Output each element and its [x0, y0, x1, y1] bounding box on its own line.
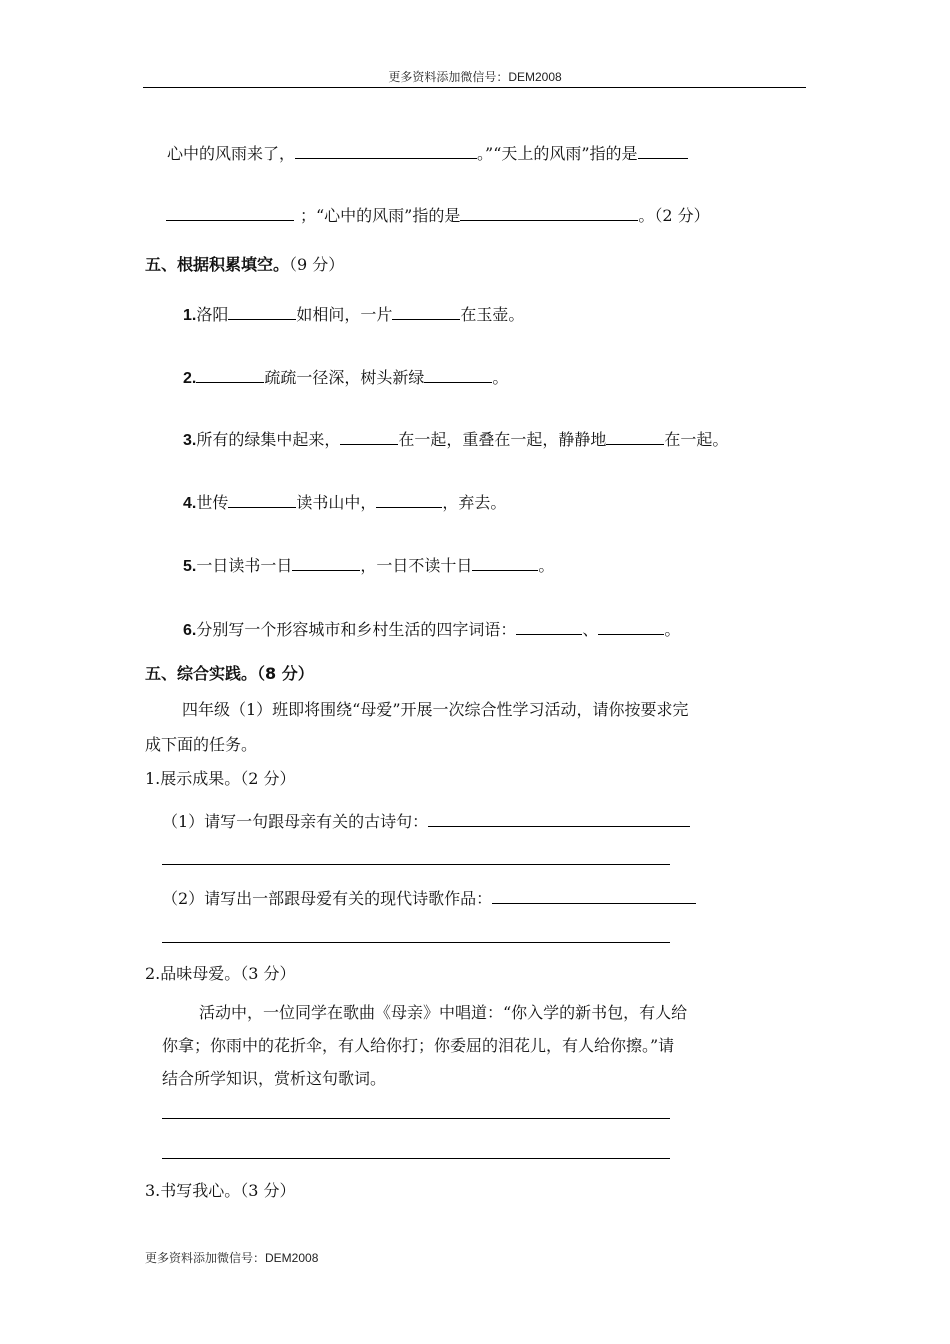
answer-blank[interactable] [392, 302, 460, 320]
question-text: （2）请写出一部跟母爱有关的现代诗歌作品： [162, 889, 493, 908]
item-text: 所有的绿集中起来， [196, 430, 341, 449]
item-text: 读书山中， [296, 493, 377, 512]
item-text: 在一起。 [664, 430, 729, 449]
fill-line-2 [166, 203, 710, 226]
fill-item-1 [183, 302, 524, 326]
answer-line[interactable] [162, 942, 670, 943]
item-text: 在一起，重叠在一起，静静地 [398, 430, 607, 449]
item-text: 、 [582, 620, 599, 639]
intro-text: 四年级（1）班即将围绕“母爱”开展一次综合性学习活动，请你按要求完 [182, 700, 689, 719]
answer-blank[interactable] [492, 886, 696, 904]
task-text: 你拿；你雨中的花折伞，有人给你打；你委屈的泪花儿，有人给你擦。”请 [162, 1036, 675, 1055]
item-text: 疏疏一径深，树头新绿 [264, 368, 425, 387]
question-1 [162, 809, 690, 832]
fill-item-6 [183, 617, 680, 641]
answer-blank[interactable] [196, 365, 264, 383]
fill-item-2 [183, 365, 508, 389]
item-number: 2. [183, 370, 197, 387]
answer-line[interactable] [162, 1118, 670, 1119]
answer-line[interactable] [162, 864, 670, 865]
item-text: 。 [664, 620, 681, 639]
fill-line-1 [167, 141, 688, 164]
item-number: 3. [183, 432, 197, 449]
page-footer: 更多资料添加微信号：DEM2008 [145, 1251, 319, 1265]
answer-blank[interactable] [292, 553, 360, 571]
intro-text: 成下面的任务。 [145, 735, 258, 754]
answer-blank[interactable] [598, 617, 664, 635]
section-score: （9 分） [289, 255, 345, 274]
answer-blank[interactable] [295, 141, 477, 159]
fill-text: 。（2 分） [638, 206, 710, 225]
answer-blank[interactable] [472, 553, 538, 571]
fill-item-5 [183, 553, 554, 577]
fill-item-3 [183, 427, 728, 451]
answer-blank[interactable] [516, 617, 582, 635]
answer-blank[interactable] [340, 427, 398, 445]
section-heading [145, 255, 344, 275]
fill-item-4 [183, 490, 506, 514]
answer-blank[interactable] [460, 203, 638, 221]
page-header: 更多资料添加微信号：DEM2008 [388, 70, 562, 84]
fill-text: 。”“天上的风雨”指的是 [477, 144, 638, 163]
item-text: 分别写一个形容城市和乡村生活的四字词语： [196, 620, 517, 639]
item-text: 一日读书一日 [196, 556, 293, 575]
item-text: 世传 [196, 493, 229, 512]
task-title: 2.品味母爱。（3 分） [145, 964, 296, 983]
item-number: 6. [183, 622, 197, 639]
item-text: 如相问，一片 [296, 305, 393, 324]
question-2 [162, 886, 696, 909]
task-text: 活动中，一位同学在歌曲《母亲》中唱道：“你入学的新书包，有人给 [199, 1003, 688, 1022]
task-title: 3.书写我心。（3 分） [145, 1181, 296, 1200]
task-text: 结合所学知识，赏析这句歌词。 [162, 1069, 387, 1088]
fill-text: ；“心中的风雨”指的是 [300, 206, 461, 225]
item-text: 。 [538, 556, 555, 575]
item-number: 4. [183, 495, 197, 512]
item-text: 。 [492, 368, 509, 387]
header-divider [143, 87, 806, 88]
item-number: 1. [183, 307, 197, 324]
answer-blank[interactable] [424, 365, 492, 383]
question-text: （1）请写一句跟母亲有关的古诗句： [162, 812, 429, 831]
answer-blank[interactable] [638, 141, 688, 159]
item-text: ，一日不读十日 [360, 556, 473, 575]
fill-text: 心中的风雨来了， [167, 144, 296, 163]
item-text: 洛阳 [196, 305, 229, 324]
item-text: 在玉壶。 [460, 305, 525, 324]
section-title: 五、综合实践。（8 分） [145, 664, 314, 683]
answer-blank[interactable] [228, 302, 296, 320]
task-title: 1.展示成果。（2 分） [145, 769, 296, 788]
answer-blank[interactable] [428, 809, 690, 827]
answer-blank[interactable] [376, 490, 442, 508]
answer-blank[interactable] [606, 427, 664, 445]
section-title: 五、根据积累填空。 [145, 255, 290, 274]
answer-blank[interactable] [166, 203, 294, 221]
answer-line[interactable] [162, 1158, 670, 1159]
item-number: 5. [183, 558, 197, 575]
answer-blank[interactable] [228, 490, 296, 508]
item-text: ，弃去。 [442, 493, 507, 512]
